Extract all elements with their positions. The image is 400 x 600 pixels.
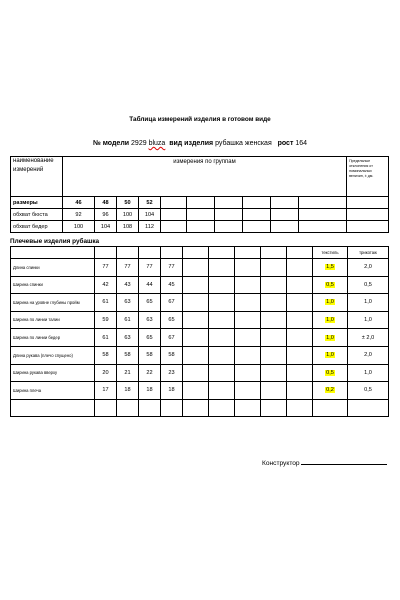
- size-group-table: [10, 156, 389, 233]
- value-cell: 45: [161, 276, 183, 294]
- table-row: [11, 346, 389, 364]
- value-cell: 65: [139, 294, 161, 312]
- table-row: [11, 209, 389, 221]
- value-cell: 104: [139, 209, 161, 221]
- size-cell: 52: [139, 197, 161, 209]
- value-cell: 18: [139, 382, 161, 400]
- value-cell: 63: [117, 294, 139, 312]
- tolerance-knit-cell: 1,0: [348, 311, 389, 329]
- tolerance-textile-value: 0,5: [326, 281, 334, 288]
- value-cell: 43: [117, 276, 139, 294]
- value-cell: 100: [117, 209, 139, 221]
- table-row: [11, 294, 389, 312]
- value-cell: 65: [161, 311, 183, 329]
- value-cell: 77: [95, 259, 117, 277]
- tolerance-textile-value: 1,0: [326, 334, 334, 341]
- tolerance-knit-cell: 1,0: [348, 364, 389, 382]
- value-cell: 21: [117, 364, 139, 382]
- value-cell: 58: [117, 346, 139, 364]
- height-value: 164: [295, 140, 308, 147]
- height-label: рост: [277, 140, 294, 147]
- value-cell: 67: [161, 329, 183, 347]
- table-row: [11, 329, 389, 347]
- textile-header: текстиль: [313, 247, 348, 259]
- signature-label: Конструктор: [262, 460, 300, 467]
- tolerance-knit-cell: 0,5: [348, 276, 389, 294]
- tolerance-textile-value: 1,0: [326, 299, 334, 306]
- measurements-table: [10, 246, 389, 417]
- value-cell: 77: [139, 259, 161, 277]
- value-cell: 67: [161, 294, 183, 312]
- value-cell: 58: [139, 346, 161, 364]
- value-cell: 17: [95, 382, 117, 400]
- value-cell: 61: [117, 311, 139, 329]
- value-cell: 77: [161, 259, 183, 277]
- tolerance-textile-value: 1,0: [326, 352, 334, 359]
- value-cell: 96: [95, 209, 117, 221]
- row-label: обхват бедер: [11, 221, 63, 233]
- value-cell: 63: [139, 311, 161, 329]
- value-cell: 112: [139, 221, 161, 233]
- tolerance-textile-cell: [313, 294, 348, 312]
- table-header-row: [11, 247, 389, 259]
- size-cell: 48: [95, 197, 117, 209]
- value-cell: 63: [117, 329, 139, 347]
- size-cell: 50: [117, 197, 139, 209]
- value-cell: 61: [95, 329, 117, 347]
- table-row: [11, 399, 389, 417]
- signature-blank: [301, 464, 387, 465]
- tolerance-textile-cell: [313, 382, 348, 400]
- row-label: Ширина по линии бедер: [11, 329, 95, 347]
- name-header: наименование измерений: [11, 157, 63, 197]
- tolerance-knit-cell: 0,5: [348, 382, 389, 400]
- value-cell: 100: [63, 221, 95, 233]
- value-cell: 92: [63, 209, 95, 221]
- tolerance-textile-value: 0,5: [326, 369, 334, 376]
- tolerance-knit-cell: ± 2,0: [348, 329, 389, 347]
- value-cell: 23: [161, 364, 183, 382]
- row-label: Ширина спинки: [11, 276, 95, 294]
- row-label: Длина спинки: [11, 259, 95, 277]
- table-row: [11, 382, 389, 400]
- groups-header: измерения по группам: [63, 157, 347, 197]
- tolerance-textile-value: 0,2: [326, 387, 334, 394]
- value-cell: 104: [95, 221, 117, 233]
- tolerance-textile-value: 1,5: [326, 264, 334, 271]
- row-label: Ширина по линии талии: [11, 311, 95, 329]
- value-cell: 108: [117, 221, 139, 233]
- size-cell: 46: [63, 197, 95, 209]
- value-cell: 42: [95, 276, 117, 294]
- value-cell: 18: [161, 382, 183, 400]
- tolerance-textile-cell: [313, 276, 348, 294]
- tolerance-knit-cell: 2,0: [348, 259, 389, 277]
- value-cell: 59: [95, 311, 117, 329]
- value-cell: 44: [139, 276, 161, 294]
- section-title: Плечевые изделия рубашка: [10, 238, 100, 245]
- value-cell: 58: [95, 346, 117, 364]
- tolerance-textile-cell: [313, 329, 348, 347]
- row-label: Длина рукава (плечо спущено): [11, 346, 95, 364]
- table-row: [11, 311, 389, 329]
- row-label: Ширина рукава вверху: [11, 364, 95, 382]
- model-line: [0, 140, 400, 147]
- kind-label: вид изделия: [169, 140, 214, 147]
- value-cell: 77: [117, 259, 139, 277]
- table-row: [11, 259, 389, 277]
- model-name: bluza: [148, 140, 166, 147]
- tolerance-header: Предельные отклонения от номинальных величин, ± дм.: [347, 157, 389, 197]
- sizes-label: размеры: [11, 197, 63, 209]
- tolerance-knit-cell: 1,0: [348, 294, 389, 312]
- row-label: Ширина на уровне глубины пройм: [11, 294, 95, 312]
- table-header-row: [11, 157, 389, 197]
- row-label: Ширина плеча: [11, 382, 95, 400]
- tolerance-textile-value: 1,0: [326, 317, 334, 324]
- value-cell: 22: [139, 364, 161, 382]
- tolerance-textile-cell: [313, 364, 348, 382]
- kind-value: рубашка женская: [215, 140, 272, 147]
- value-cell: 18: [117, 382, 139, 400]
- value-cell: 58: [161, 346, 183, 364]
- value-cell: 65: [139, 329, 161, 347]
- tolerance-textile-cell: [313, 259, 348, 277]
- value-cell: 20: [95, 364, 117, 382]
- tolerance-knit-cell: 2,0: [348, 346, 389, 364]
- row-label: обхват бюста: [11, 209, 63, 221]
- tolerance-textile-cell: [313, 311, 348, 329]
- value-cell: 61: [95, 294, 117, 312]
- model-number: 2929: [131, 140, 147, 147]
- knit-header: трикотаж: [348, 247, 389, 259]
- table-row: [11, 221, 389, 233]
- signature-line: [262, 460, 387, 467]
- tolerance-textile-cell: [313, 346, 348, 364]
- document-title: Таблица измерений изделия в готовом виде: [129, 116, 271, 123]
- model-label: № модели: [92, 140, 130, 147]
- table-row: [11, 364, 389, 382]
- sizes-row: [11, 197, 389, 209]
- table-row: [11, 276, 389, 294]
